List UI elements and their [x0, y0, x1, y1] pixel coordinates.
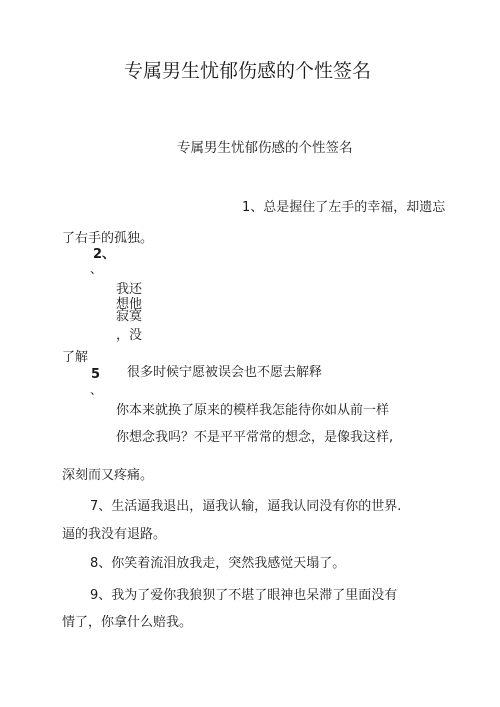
- fragment-5: 了解: [62, 350, 89, 365]
- line-6a: 你本来就换了原来的模样我怎能待你如从前一样: [116, 403, 390, 418]
- line-6b: 你想念我吗？不是平平常常的想念，是像我这样,: [116, 430, 394, 445]
- item-mark-2: 、: [90, 262, 103, 276]
- item-number-2: 2、: [93, 247, 116, 262]
- fragment-3: 寂寞: [116, 309, 143, 324]
- document-title: 专属男生忧郁伤感的个性签名: [124, 60, 372, 82]
- fragment-4: ，没: [116, 328, 143, 343]
- fragment-1: 我还: [116, 282, 143, 297]
- line-8: 8、你笑着流泪放我走，突然我感觉天塌了。: [90, 556, 346, 571]
- line-1b: 了右手的孤独。: [62, 231, 154, 246]
- item-number-5: 5: [91, 367, 101, 382]
- document-subtitle: 专属男生忧郁伤感的个性签名: [177, 140, 353, 156]
- line-1a: 1、总是握住了左手的幸福，却遗忘: [242, 200, 446, 215]
- fragment-2: 想他: [116, 297, 143, 312]
- line-9b: 情了，你拿什么赔我。: [62, 615, 193, 630]
- line-6c: 深刻而又疼痛。: [62, 468, 154, 483]
- line-7b: 逼的我没有退路。: [62, 527, 167, 542]
- line-5: 很多时候宁愿被误会也不愿去解释: [127, 365, 323, 380]
- line-9a: 9、我为了爱你我狼狈了不堪了眼神也呆滞了里面没有: [90, 588, 398, 603]
- item-mark-5: 、: [90, 383, 103, 397]
- line-7a: 7、生活逼我退出，逼我认输，逼我认同没有你的世界.: [90, 499, 402, 514]
